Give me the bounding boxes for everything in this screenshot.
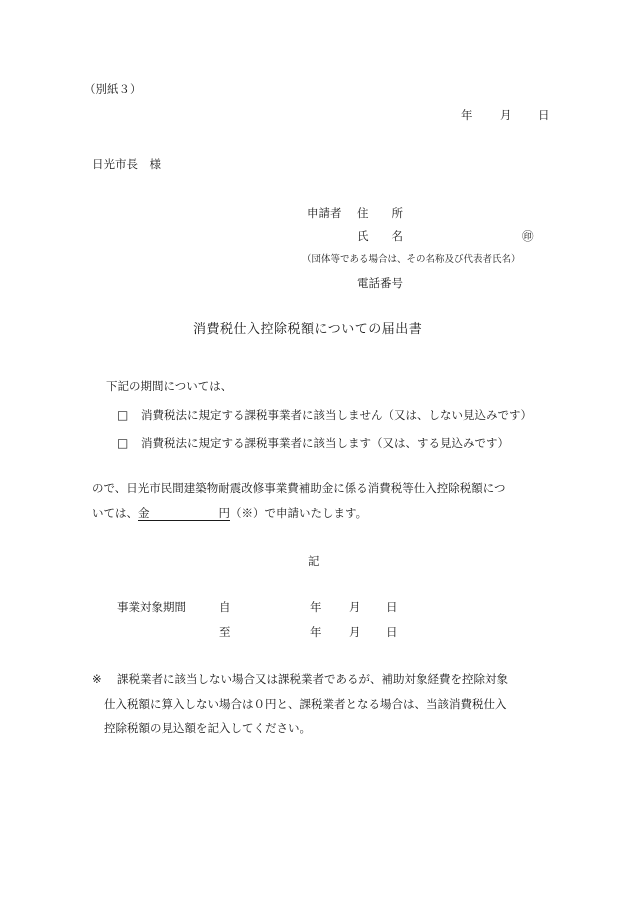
document-title: 消費税仕入控除税額についての届出書 [193,322,423,337]
date-day-label: 日 [538,108,550,122]
annex-label: （別紙３） [84,82,142,96]
ki-heading: 記 [308,554,320,568]
date-month-label: 月 [500,108,512,122]
applicant-label: 申請者 [307,206,342,220]
date-year-label: 年 [461,108,473,122]
note-line-3: 控除税額の見込額を記入してください。 [104,721,311,735]
body-line-2 [92,506,367,520]
note-mark: ※ [92,672,102,686]
period-to-month: 月 [349,625,361,639]
option-taxable: 消費税法に規定する課税事業者に該当します（又は、する見込みです） [141,436,509,450]
checkbox-taxable[interactable]: □ [117,436,129,450]
period-from-label: 自 [219,600,231,614]
period-from-day: 日 [386,600,398,614]
period-from-year: 年 [310,600,322,614]
phone-label: 電話番号 [357,276,403,290]
amount-field[interactable]: 金 円 [138,506,230,520]
intro-text: 下記の期間については、 [106,379,233,393]
period-to-day: 日 [386,625,398,639]
period-from-month: 月 [349,600,361,614]
note-line-1: 課税業者に該当しない場合又は課税業者であるが、補助対象経費を控除対象 [117,672,508,686]
period-label: 事業対象期間 [117,600,186,614]
group-note: （団体等である場合は、その名称及び代表者氏名） [302,254,521,265]
addressee: 日光市長 様 [92,157,161,171]
body-line-2-suffix: （※）で申請いたします。 [230,506,368,520]
option-not-taxable: 消費税法に規定する課税事業者に該当しません（又は、しない見込みです） [141,408,532,422]
note-line-2: 仕入税額に算入しない場合は０円と、課税業者となる場合は、当該消費税仕入 [104,697,507,711]
name-label: 氏 名 [357,229,403,243]
checkbox-not-taxable[interactable]: □ [117,408,129,422]
body-line-1: ので、日光市民間建築物耐震改修事業費補助金に係る消費税等仕入控除税額につ [92,481,506,495]
period-to-year: 年 [310,625,322,639]
address-label: 住 所 [357,206,403,220]
seal-mark: ㊞ [522,229,534,243]
body-line-2-prefix: いては、 [92,506,138,520]
period-to-label: 至 [219,625,231,639]
